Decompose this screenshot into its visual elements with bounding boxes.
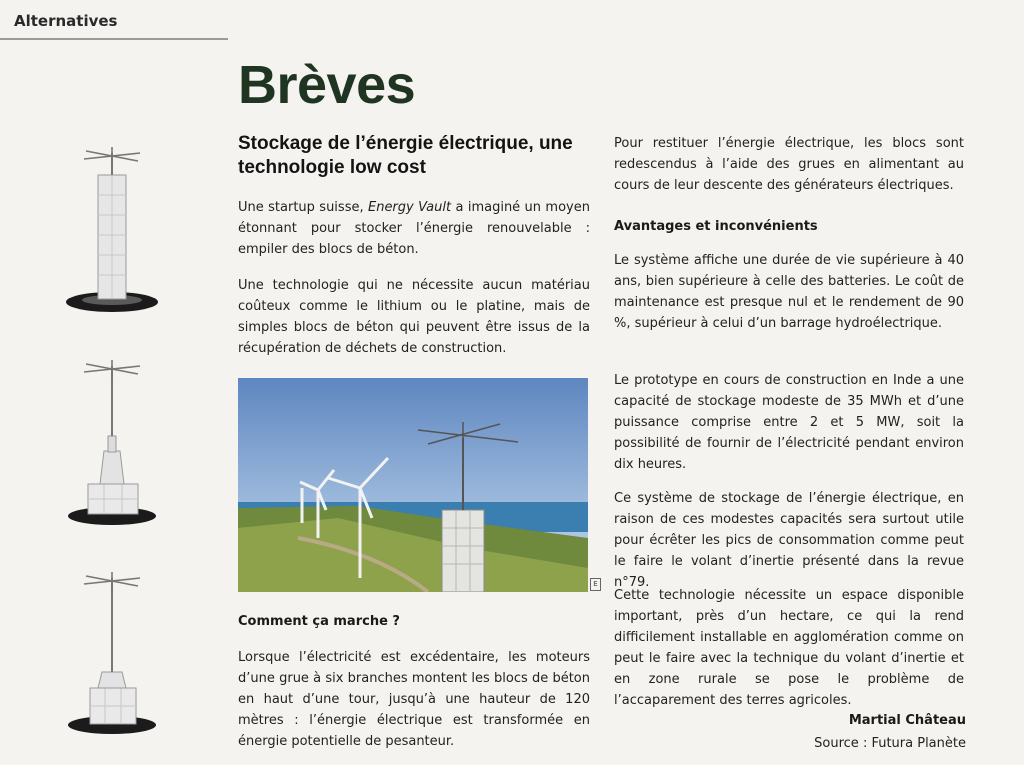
tower-base-illustration: [64, 568, 164, 738]
section-divider: [0, 38, 228, 40]
restitution-paragraph: Pour restituer l’énergie électrique, les blocs sont redescendus à l’aide des grues en alimentant au cours de leur descente des générateurs électriques.: [614, 136, 964, 193]
intro-paragraph: Une startup suisse, Energy Vault a imaginé un moyen étonnant pour stocker l’énergie renouvelable : empiler des blocs de béton.: [238, 200, 590, 257]
peak-shaving-paragraph: Ce système de stockage de l’énergie électrique, en raison de ces modestes capacités sera surtout utile pour écrêter les pics de consommation comme peut le faire le volant d’inertie présenté dans la revue n°79.: [614, 491, 964, 590]
article-subtitle: Stockage de l’énergie électrique, une technologie low cost: [238, 133, 573, 178]
pros-cons-heading: Avantages et inconvénients: [614, 219, 818, 234]
lifespan-paragraph: Le système affiche une durée de vie supérieure à 40 ans, bien supérieure à celle des batteries. Le coût de maintenance est presque nul et le rendement de 90 %, supérieur à celui d’un barrage hydroélectrique.: [614, 253, 964, 331]
materials-paragraph: Une technologie qui ne nécessite aucun matériau coûteux comme le lithium ou le platine, mais de simples blocs de béton qui peuvent être issus de la récupération de déchets de construction.: [238, 278, 590, 356]
tower-full-illustration: [64, 145, 164, 315]
how-it-works-heading: Comment ça marche ?: [238, 614, 400, 629]
page-title: Brèves: [238, 55, 416, 115]
author-name: Martial Château: [848, 713, 966, 728]
wind-turbine-photo: [238, 378, 588, 592]
how-it-works-paragraph: Lorsque l’électricité est excédentaire, les moteurs d’une grue à six branches montent les blocs de béton en haut d’une tour, jusqu’à une hauteur de 120 mètres : l’énergie électrique est transformée en énergie potentielle de pesanteur.: [238, 650, 590, 749]
section-label: Alternatives: [14, 12, 118, 30]
prototype-paragraph: Le prototype en cours de construction en Inde a une capacité de stockage modeste de 35 MWh et d’une puissance comprise entre 2 et 5 MW, soit la possibilité de fournir de l’électricité pendant environ dix heures.: [614, 373, 964, 472]
tower-partial-illustration: [64, 356, 164, 526]
company-name: Energy Vault: [367, 200, 452, 215]
photo-credit-mark: E: [590, 578, 601, 591]
source-line: Source : Futura Planète: [814, 736, 966, 751]
land-use-paragraph: Cette technologie nécessite un espace disponible important, près d’un hectare, ce qui la rend difficilement installable en agglomération comme on peut le faire avec la technique du volant d’inertie et en zone rurale se pose le problème de l’accaparement des terres agricoles.: [614, 588, 964, 708]
